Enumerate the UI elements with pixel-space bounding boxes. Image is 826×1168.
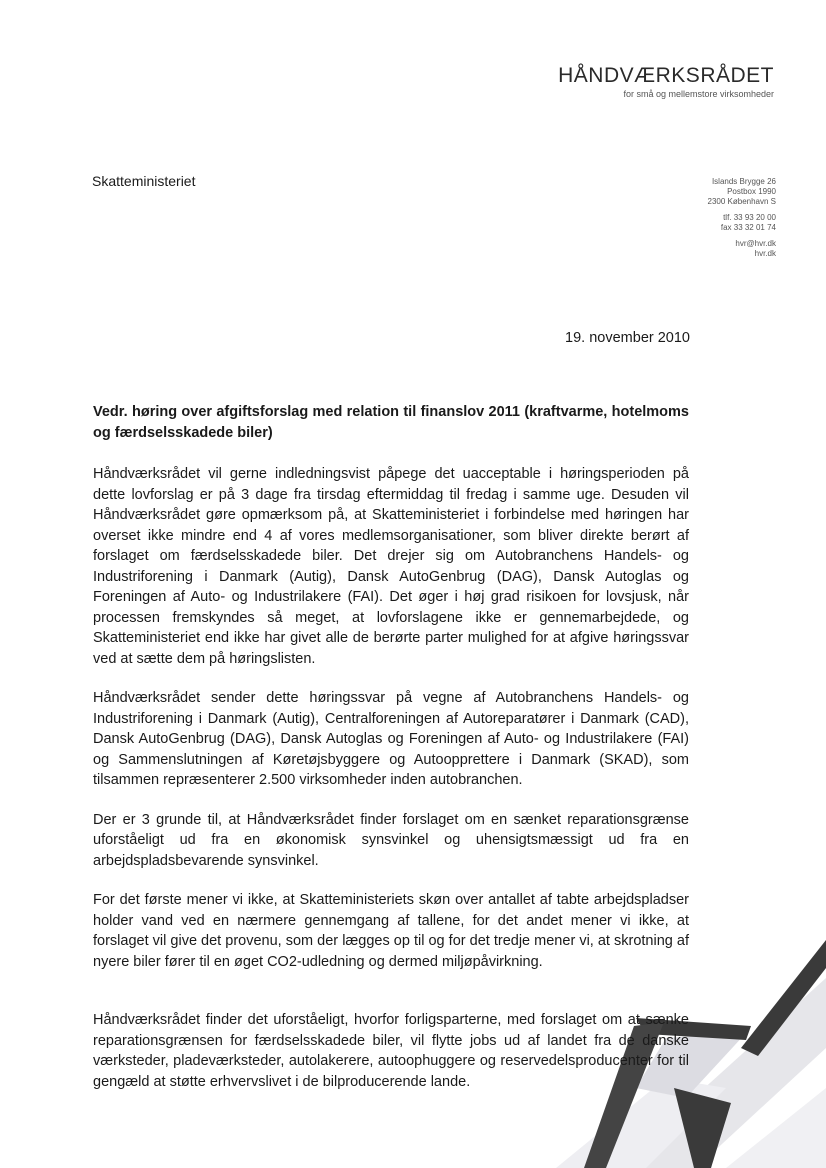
letter-date: 19. november 2010: [565, 330, 690, 346]
paragraph-behalf: Håndværksrådet sender dette høringssvar på vegne af Autobranchens Handels- og Industriforening i Danmark (Autig), Centralforeningen af Autoreparatører i Danmark (CAD), Dansk AutoGenbrug (DAG), Dansk Autoglas og Foreningen af Auto- og Industrilakere (FAI) og Sammenslutningen af Køretøjsbyggere og Autoopprettere i Danmark (SKAD), som tilsammen repræsenterer 2.500 virksomheder inden autobranchen.: [93, 690, 689, 788]
paragraph-jobs: Håndværksrådet finder det uforståeligt, hvorfor forligsparterne, med forslaget om at sænke reparationsgrænsen for færdselsskadede biler, vil flytte jobs ud af landet fra de danske værksteder, pladeværksteder, autolakerere, autoophuggere og reservedelsproducenter for til gengæld at støtte erhvervslivet i de bilproducerende lande.: [93, 1012, 689, 1090]
address-phone: tlf. 33 93 20 00: [723, 213, 776, 222]
address-email: hvr@hvr.dk: [735, 239, 776, 248]
address-fax: fax 33 32 01 74: [720, 223, 776, 232]
sender-address: [708, 177, 777, 259]
address-city: 2300 København S: [707, 197, 776, 206]
recipient: Skatteministeriet: [92, 173, 196, 189]
paragraph-intro: Håndværksrådet vil gerne indledningsvist påpege det uacceptable i høringsperioden på dette lovforslag er på 3 dage fra tirsdag eftermiddag til fredag i samme uge. Desuden vil Håndværksrådet gøre opmærksom på, at Skatteministeriet i forbindelse med høringen har overset ikke mindre end 4 af vores medlemsorganisationer, som bliver direkte berørt af forslaget om færdselsskadede biler. Det drejer sig om Autobranchens Handels- og Industriforening i Danmark (Autig), Dansk AutoGenbrug (DAG), Dansk Autoglas og Foreningen af Auto- og Industrilakere (FAI). Det øger i høj grad risikoen for lovsjusk, når processen fremskyndes så meget, at lovforslagene ikke er gennemarbejdede, og Skatteministeriet end ikke har givet alle de berørte parter mulighed for at afgive høringssvar ved at sætte dem på høringslisten.: [93, 466, 689, 667]
address-postbox: Postbox 1990: [727, 187, 776, 196]
paragraph-reasons: Der er 3 grunde til, at Håndværksrådet finder forslaget om en sænket reparationsgrænse uforståeligt ud fra en økonomisk synsvinkel og uhensigtsmæssigt ud fra en arbejdspladsbevarende synsvinkel.: [93, 811, 689, 869]
letterhead-logo: [558, 64, 774, 99]
address-web: hvr.dk: [754, 249, 776, 258]
logo-name: HÅNDVÆRKSRÅDET: [558, 64, 774, 87]
paragraph-arguments: For det første mener vi ikke, at Skatteministeriets skøn over antallet af tabte arbejdspladser holder vand ved en nærmere gennemgang af tallene, for det andet mener vi ikke, at forslaget vil give det provenu, som der lægges op til og for det tredje mener vi, at skrotning af nyere biler fører til en øget CO2-udledning og dermed miljøpåvirkning.: [93, 892, 689, 970]
address-street: Islands Brygge 26: [711, 177, 776, 186]
logo-tagline: for små og mellemstore virksomheder: [623, 89, 774, 99]
subject-line: Vedr. høring over afgiftsforslag med relation til finanslov 2011 (kraftvarme, hotelmoms og færdselsskadede biler): [93, 404, 689, 441]
letter-body: [93, 402, 689, 1111]
